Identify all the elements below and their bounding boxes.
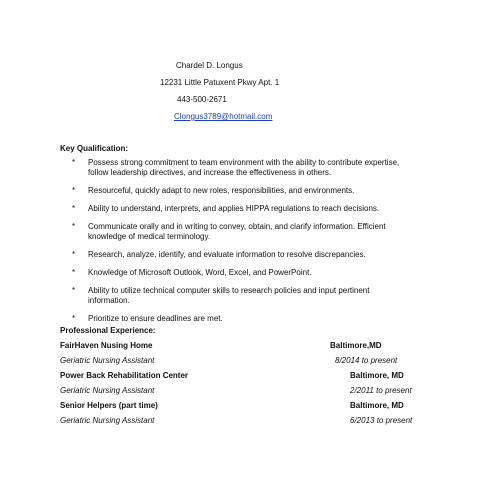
- qualification-text: Resourceful, quickly adapt to new roles, responsibilities, and environments.: [88, 186, 355, 195]
- candidate-address: 12231 Little Patuxent Pkwy Apt. 1: [160, 78, 280, 87]
- job-employer-row: [60, 371, 420, 386]
- job-role-row: [60, 386, 420, 401]
- job-role: Geriatric Nursing Assistant: [60, 416, 155, 425]
- qualification-item: [72, 186, 412, 196]
- job-role: Geriatric Nursing Assistant: [60, 356, 155, 365]
- qualification-item: [72, 314, 412, 324]
- job-role-row: [60, 416, 420, 431]
- bullet-asterisk: *: [72, 222, 76, 231]
- qualification-text: Prioritize to ensure deadlines are met.: [88, 314, 223, 323]
- qualification-item: [72, 286, 412, 306]
- candidate-phone: 443-500-2671: [177, 95, 227, 104]
- job-location: Baltimore, MD: [350, 371, 404, 380]
- job-employer: FairHaven Nusing Home: [60, 341, 153, 350]
- qualification-item: [72, 250, 412, 260]
- qualification-text: Knowledge of Microsoft Outlook, Word, Excel, and PowerPoint.: [88, 268, 312, 277]
- qualification-text: Research, analyze, identify, and evaluate information to resolve discrepancies.: [88, 250, 366, 259]
- job-dates: 8/2014 to present: [335, 356, 398, 365]
- job-dates: 2/2011 to present: [350, 386, 412, 395]
- candidate-email-link[interactable]: Clongus3789@hotmail.com: [174, 112, 273, 121]
- qualification-text: Ability to utilize technical computer skills to research policies and input pertinent information.: [88, 286, 370, 305]
- qualification-item: [72, 158, 412, 178]
- bullet-asterisk: *: [72, 286, 76, 295]
- bullet-asterisk: *: [72, 158, 76, 167]
- job-employer: Power Back Rehabilitation Center: [60, 371, 189, 380]
- bullet-asterisk: *: [72, 204, 76, 213]
- qualification-item: [72, 204, 412, 214]
- job-dates: 6/2013 to present: [350, 416, 413, 425]
- key-qualification-heading: Key Qualification:: [60, 144, 129, 153]
- bullet-asterisk: *: [72, 268, 76, 277]
- experience-list: [60, 341, 420, 431]
- qualification-item: [72, 222, 412, 242]
- qualification-text: Possess strong commitment to team environment with the ability to contribute expertise, follow leadership directives, and increase the effectiveness in others.: [88, 158, 400, 177]
- job-location: Baltimore, MD: [350, 401, 404, 410]
- job-role: Geriatric Nursing Assistant: [60, 386, 155, 395]
- job-location: Baltimore,MD: [330, 341, 382, 350]
- job-employer-row: [60, 341, 420, 356]
- bullet-asterisk: *: [72, 186, 76, 195]
- qualification-text: Ability to understand, interprets, and applies HIPPA regulations to reach decisions.: [88, 204, 380, 213]
- qualification-item: [72, 268, 412, 278]
- job-role-row: [60, 356, 420, 371]
- professional-experience-heading: Professional Experience:: [60, 326, 156, 335]
- job-employer: Senior Helpers (part time): [60, 401, 158, 410]
- qualification-list: [72, 158, 412, 332]
- bullet-asterisk: *: [72, 250, 76, 259]
- job-employer-row: [60, 401, 420, 416]
- candidate-name: Chardel D. Longus: [176, 61, 243, 70]
- bullet-asterisk: *: [72, 314, 76, 323]
- qualification-text: Communicate orally and in writing to convey, obtain, and clarify information. Efficient knowledge of medical terminology.: [88, 222, 386, 241]
